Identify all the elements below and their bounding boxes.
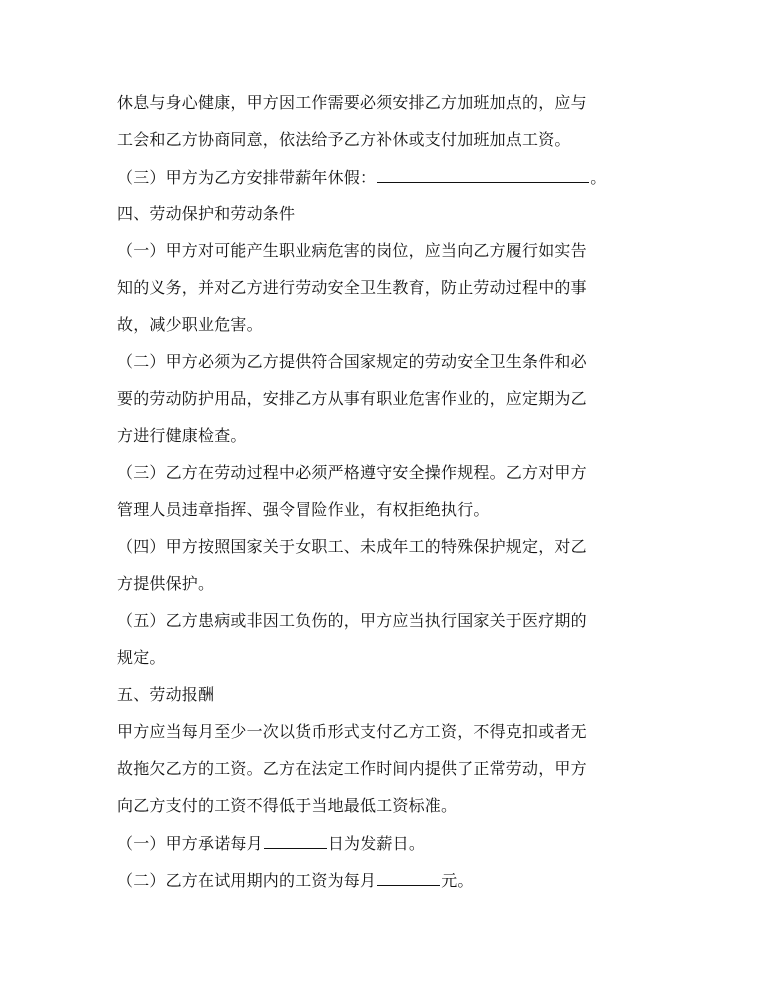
paragraph-line: （四）甲方按照国家关于女职工、未成年工的特殊保护规定，对乙: [117, 537, 587, 556]
paragraph-line: 要的劳动防护用品，安排乙方从事有职业危害作业的，应定期为乙: [117, 389, 587, 408]
paragraph-line: （二）甲方必须为乙方提供符合国家规定的劳动安全卫生条件和必: [117, 352, 587, 371]
paragraph-line: 方进行健康检查。: [117, 426, 247, 445]
paragraph-line: （一）甲方对可能产生职业病危害的岗位，应当向乙方履行如实告: [117, 241, 587, 260]
paragraph-line: 方提供保护。: [117, 574, 215, 593]
probation-wage-blank: [377, 869, 440, 886]
paragraph-line: 故，减少职业危害。: [117, 315, 263, 334]
section-heading: 五、劳动报酬: [117, 685, 215, 704]
paragraph-line: 规定。: [117, 648, 166, 667]
paragraph-line: （三）乙方在劳动过程中必须严格遵守安全操作规程。乙方对甲方: [117, 463, 587, 482]
paragraph-line: 向乙方支付的工资不得低于当地最低工资标准。: [117, 796, 458, 815]
paragraph-line: 知的义务，并对乙方进行劳动安全卫生教育，防止劳动过程中的事: [117, 278, 587, 297]
paragraph-line: 休息与身心健康，甲方因工作需要必须安排乙方加班加点的，应与: [117, 93, 587, 112]
payday-label: （一）甲方承诺每月: [117, 834, 263, 853]
section-heading: 四、劳动保护和劳动条件: [117, 204, 296, 223]
annual-leave-line: [117, 166, 606, 189]
annual-leave-blank: [377, 166, 589, 183]
probation-wage-line: [117, 869, 474, 892]
annual-leave-end: 。: [590, 168, 607, 187]
payday-end: 日为发薪日。: [327, 834, 426, 853]
payday-line: [117, 832, 425, 855]
paragraph-line: 管理人员违章指挥、强令冒险作业，有权拒绝执行。: [117, 500, 490, 519]
probation-wage-end: 元。: [441, 871, 474, 890]
paragraph-line: 甲方应当每月至少一次以货币形式支付乙方工资，不得克扣或者无: [117, 722, 587, 741]
paragraph-line: 工会和乙方协商同意，依法给予乙方补休或支付加班加点工资。: [117, 130, 571, 149]
annual-leave-label: （三）甲方为乙方安排带薪年休假：: [117, 168, 377, 187]
payday-blank: [264, 832, 327, 849]
probation-wage-label: （二）乙方在试用期内的工资为每月: [117, 871, 377, 890]
paragraph-line: （五）乙方患病或非因工负伤的，甲方应当执行国家关于医疗期的: [117, 611, 587, 630]
paragraph-line: 故拖欠乙方的工资。乙方在法定工作时间内提供了正常劳动，甲方: [117, 759, 587, 778]
